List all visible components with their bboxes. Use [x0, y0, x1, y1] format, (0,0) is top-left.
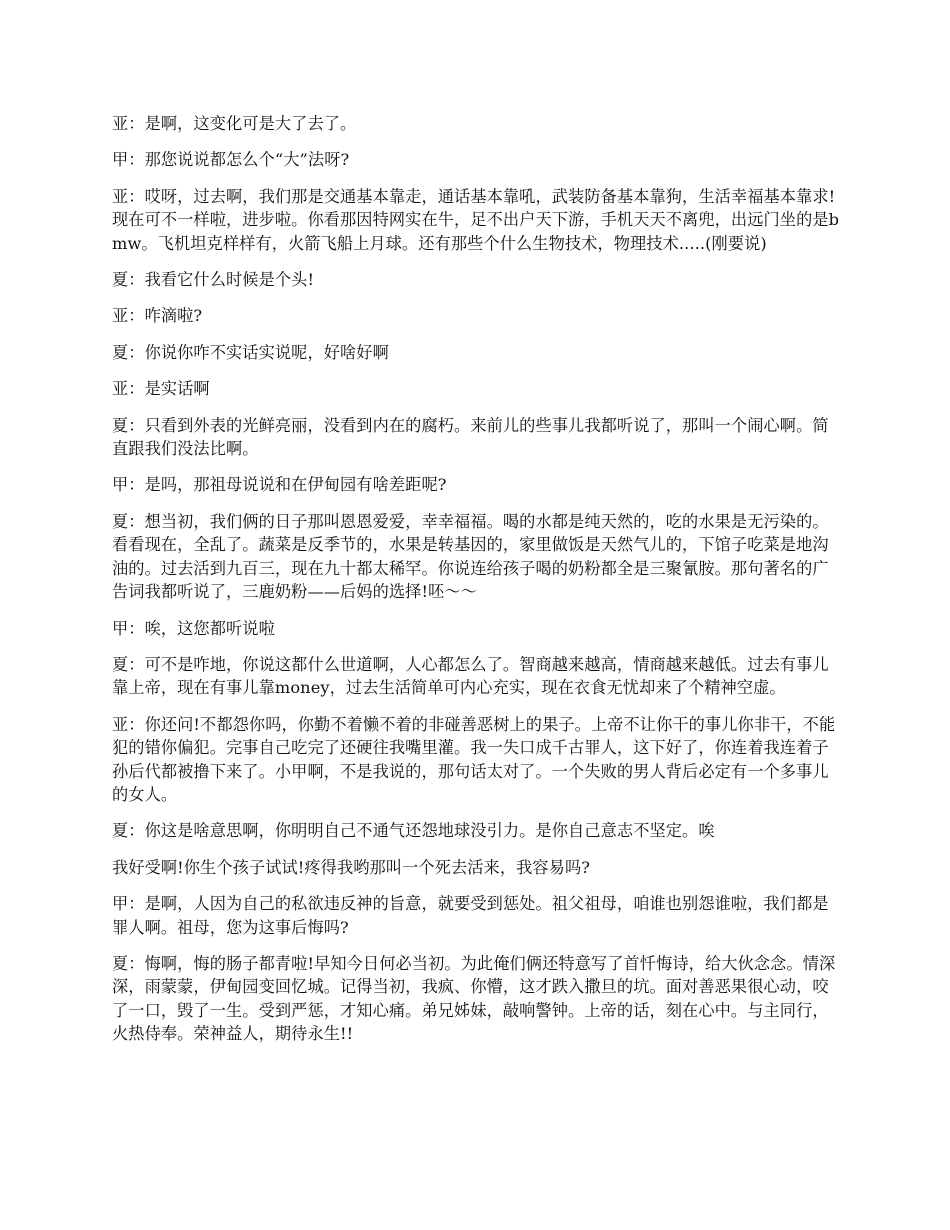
dialogue-line: 我好受啊!你生个孩子试试!疼得我哟那叫一个死去活来，我容易吗? — [112, 857, 591, 877]
dialogue-line: 甲：是吗，那祖母说说和在伊甸园有啥差距呢? — [112, 475, 447, 495]
dialogue-line: 甲：那您说说都怎么个“大”法呀? — [112, 150, 350, 170]
dialogue-line: 甲：唉，这您都听说啦 — [112, 618, 275, 638]
dialogue-line: 夏：你说你咋不实话实说呢，好啥好啊 — [112, 342, 389, 362]
dialogue-line: 夏：想当初，我们俩的日子那叫恩恩爱爱，幸幸福福。喝的水都是纯天然的，吃的水果是无污染的。看看现在，全乱了。蔬菜是反季节的，水果是转基因的，家里做饭是天然气儿的，下馆子吃菜是地沟油的。过去活到九百三，现在九十都太稀罕。你说连给孩子喝的奶粉都全是三聚氰胺。那句著名的广告词我都听说了，三鹿奶粉——后妈的选择!呸～～ — [112, 511, 829, 602]
dialogue-line: 亚：是啊，这变化可是大了去了。 — [112, 114, 357, 133]
dialogue-line: 夏：我看它什么时候是个头! — [112, 270, 315, 290]
dialogue-line: 夏：你这是啥意思啊，你明明自己不通气还怨地球没引力。是你自己意志不坚定。唉 — [112, 821, 715, 841]
dialogue-line: 亚：是实话啊 — [112, 379, 210, 399]
dialogue-line: 亚：你还问!不都怨你吗，你勤不着懒不着的非碰善恶树上的果子。上帝不让你干的事儿你非干，不能犯的错你偏犯。完事自己吃完了还硬往我嘴里灌。我一失口成千古罪人，这下好了，你连着我连着子孙后代都被撸下来了。小甲啊，不是我说的，那句话太对了。一个失败的男人背后必定有一个多事儿的女人。 — [112, 714, 836, 804]
dialogue-line: 夏：只看到外表的光鲜亮丽，没看到内在的腐朽。来前儿的些事儿我都听说了，那叫一个闹心啊。简直跟我们没法比啊。 — [112, 415, 829, 459]
dialogue-line: 甲：是啊，人因为自己的私欲违反神的旨意，就要受到惩处。祖父祖母，咱谁也别怨谁啦，我们都是罪人啊。祖母，您为这事后悔吗? — [112, 894, 829, 937]
dialogue-line: 夏：悔啊，悔的肠子都青啦!早知今日何必当初。为此俺们俩还特意写了首忏悔诗，给大伙念念。情深深，雨蒙蒙，伊甸园变回忆城。记得当初，我疯、你懵，这才跌入撒旦的坑。面对善恶果很心动，咬了一口，毁了一生。受到严惩，才知心痛。弟兄姊妹，敲响警钟。上帝的话，刻在心中。与主同行，火热侍奉。荣神益人，期待永生!! — [112, 953, 836, 1044]
dialogue-line: 亚：哎呀，过去啊，我们那是交通基本靠走，通话基本靠吼，武装防备基本靠狗，生活幸福基本靠求!现在可不一样啦，进步啦。你看那因特网实在牛，足不出户天下游，手机天天不离兜，出远门坐的是bmw。飞机坦克样样有，火箭飞船上月球。还有那些个什么生物技术，物理技术.....(刚要说) — [112, 186, 840, 253]
dialogue-line: 夏：可不是咋地，你说这都什么世道啊，人心都怎么了。智商越来越高，情商越来越低。过去有事儿靠上帝，现在有事儿靠money，过去生活简单可内心充实，现在衣食无忧却来了个精神空虚。 — [112, 654, 829, 698]
dialogue-line: 亚：咋滴啦? — [112, 306, 203, 326]
document-page — [112, 112, 840, 1059]
